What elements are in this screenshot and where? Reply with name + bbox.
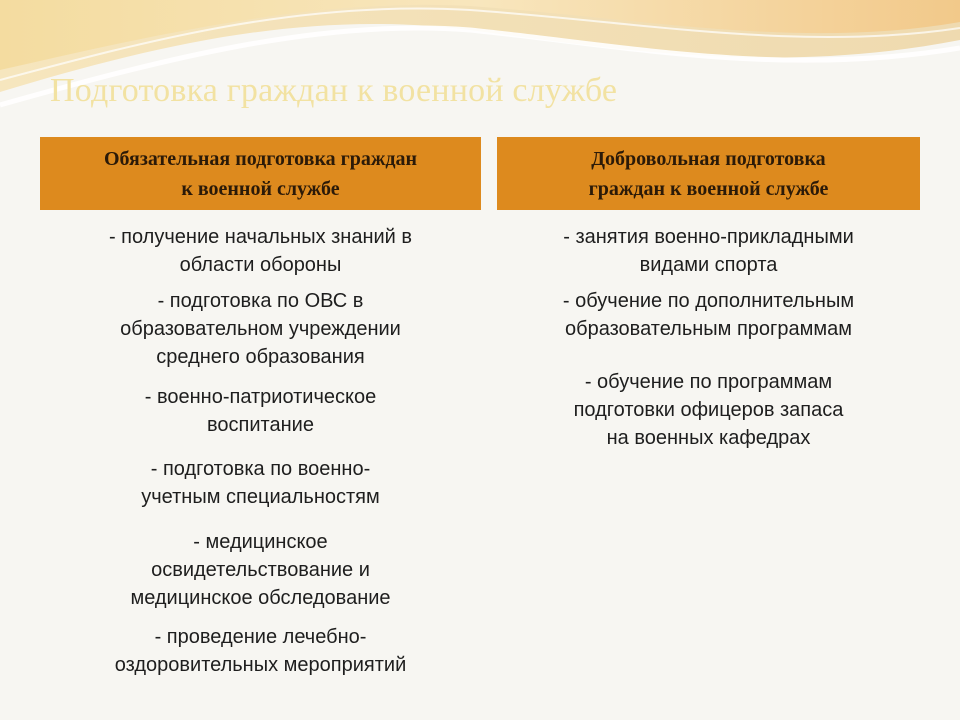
list-item: - подготовка по ОВС в образовательном учреждении среднего образования [120, 290, 401, 368]
list-item: - обучение по дополнительным образовательным программам [562, 290, 855, 340]
list-item: - получение начальных знаний в области обороны [108, 226, 413, 276]
mandatory-training-header [40, 137, 481, 210]
header-line: к военной службе [181, 177, 340, 200]
header-line: Добровольная подготовка [591, 147, 826, 170]
header-line: граждан к военной службе [588, 177, 829, 200]
list-item: - подготовка по военно- учетным специальностям [141, 458, 380, 508]
list-item: - проведение лечебно- оздоровительных мероприятий [114, 626, 407, 676]
list-item: - занятия военно-прикладными видами спорта [563, 226, 854, 276]
list-item: - обучение по программам подготовки офицеров запаса на военных кафедрах [573, 371, 844, 449]
header-line: Обязательная подготовка граждан [103, 147, 418, 170]
voluntary-training-header [497, 137, 920, 210]
slide-title: Подготовка граждан к военной службе [50, 72, 618, 109]
list-item: - военно-патриотическое воспитание [144, 386, 377, 436]
list-item: - медицинское освидетельствование и медицинское обследование [130, 531, 391, 609]
